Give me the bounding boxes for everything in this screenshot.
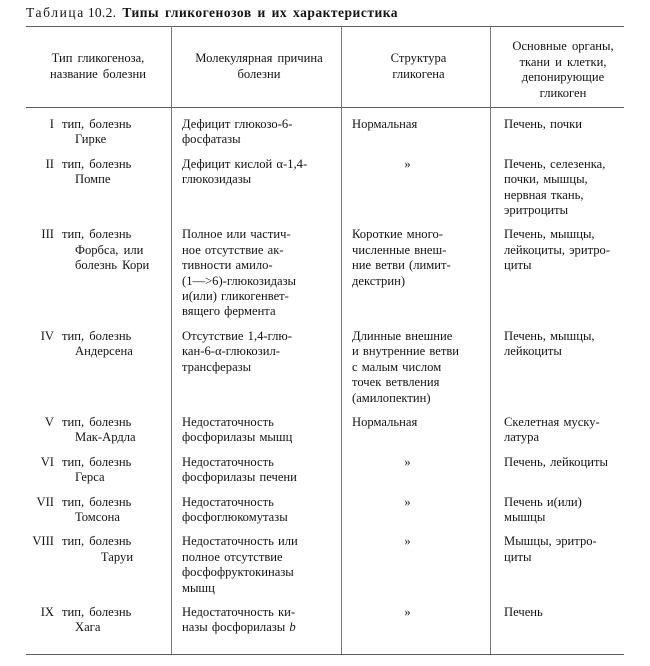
cell-type <box>26 108 172 148</box>
cell-molecular-cause <box>172 218 342 319</box>
roman-numeral: IV <box>40 328 54 343</box>
header-line: болезни <box>237 66 281 81</box>
structure-line: декстрин) <box>352 273 406 288</box>
cell-type <box>26 446 172 486</box>
disease-name <box>62 157 168 188</box>
header-line: гликогена <box>392 66 445 81</box>
caption-title: Типы гликогенозов и их характеристика <box>122 5 399 20</box>
header-cell-cause <box>172 26 342 107</box>
cell-glycogen-structure <box>342 406 491 446</box>
cell-molecular-cause <box>172 406 342 446</box>
disease-name-line: тип, болезнь <box>62 454 132 469</box>
disease-name <box>62 415 168 446</box>
cell-type <box>26 148 172 219</box>
disease-name-line: Таруи <box>100 549 134 564</box>
header-cell-structure <box>342 26 491 107</box>
cause-line: Недостаточность <box>182 494 274 509</box>
header-line: Основные органы, <box>512 39 614 53</box>
disease-name <box>62 117 168 148</box>
cell-molecular-cause <box>172 596 342 636</box>
disease-name <box>62 495 168 526</box>
header-cell-type <box>26 26 172 107</box>
cause-line: трансферазы <box>182 359 252 374</box>
structure-line: с малым числом <box>352 359 442 374</box>
cell-molecular-cause <box>172 148 342 219</box>
organs-line: эритроциты <box>504 203 569 218</box>
table-row <box>26 486 624 526</box>
organs-line: Печень, мышцы, <box>504 227 595 242</box>
roman-numeral: II <box>45 156 54 171</box>
organs-line: Печень, мышцы, <box>504 328 595 343</box>
ditto-mark: » <box>404 454 411 469</box>
cell-glycogen-structure <box>342 446 491 486</box>
cell-type <box>26 596 172 636</box>
cell-type <box>26 218 172 319</box>
header-row <box>26 26 624 107</box>
organs-line: Печень, лейкоциты <box>504 454 608 469</box>
table-row <box>26 320 624 406</box>
cell-organs <box>491 446 624 486</box>
table-bottom-rule <box>26 654 624 655</box>
organs-line: латура <box>504 430 540 445</box>
disease-name <box>62 534 168 565</box>
caption-number: 10.2. <box>87 5 117 20</box>
cause-italic-suffix: b <box>289 620 296 635</box>
disease-name-line: тип, болезнь <box>62 156 132 171</box>
cause-line: тивности амило- <box>182 258 273 273</box>
cause-line: кан-6-α-глюкозил- <box>182 344 280 359</box>
header-line: название болезни <box>50 66 146 81</box>
roman-numeral: VI <box>40 454 54 469</box>
cause-line: фосфатазы <box>182 132 241 147</box>
cell-type <box>26 525 172 596</box>
cause-line: ное отсутствие ак- <box>182 242 284 257</box>
disease-name-line: тип, болезнь <box>62 534 132 549</box>
header-line: Молекулярная причина <box>195 51 323 65</box>
roman-numeral: I <box>49 117 54 131</box>
cause-line: назы фосфорилазы b <box>182 620 296 635</box>
cause-line: Недостаточность <box>182 414 274 429</box>
cause-line: и(или) гликогенвет- <box>182 289 289 304</box>
disease-name <box>62 605 168 636</box>
cause-line: (1—>6)-глюкозидазы <box>182 273 297 288</box>
disease-name <box>62 227 168 273</box>
structure-line: ние ветви (лимит- <box>352 258 451 273</box>
structure-line: Длинные внешние <box>352 328 453 343</box>
header-line: депонирующие <box>521 70 605 85</box>
cell-glycogen-structure <box>342 525 491 596</box>
roman-numeral: III <box>41 227 54 242</box>
disease-name-line: тип, болезнь <box>62 604 132 619</box>
cell-molecular-cause <box>172 486 342 526</box>
table-row <box>26 406 624 446</box>
organs-line: лейкоциты, эритро- <box>504 242 611 257</box>
cell-type <box>26 486 172 526</box>
organs-line: Мышцы, эритро- <box>504 534 597 549</box>
cell-organs <box>491 486 624 526</box>
table-row <box>26 596 624 636</box>
organs-line: Скелетная муску- <box>504 414 600 429</box>
cause-line: Полное или частич- <box>182 227 291 242</box>
cell-glycogen-structure <box>342 596 491 636</box>
header-cell-organs <box>491 26 624 107</box>
roman-numeral: IX <box>40 604 54 619</box>
cell-organs <box>491 218 624 319</box>
cell-organs <box>491 406 624 446</box>
cause-line: Дефицит кислой α-1,4- <box>182 156 308 171</box>
cell-type <box>26 406 172 446</box>
cause-line: Дефицит глюкозо-6- <box>182 117 293 131</box>
organs-line: лейкоциты <box>504 344 562 359</box>
cause-line: полное отсутствие <box>182 549 283 564</box>
disease-name-line: Герса <box>75 470 105 485</box>
organs-line: циты <box>504 258 532 273</box>
structure-line: точек ветвления <box>352 375 440 390</box>
organs-line: Печень и(или) <box>504 494 582 509</box>
disease-name-line: Помпе <box>75 172 111 187</box>
table-row <box>26 525 624 596</box>
disease-name-line: Томсона <box>75 509 120 524</box>
disease-name-line: тип, болезнь <box>62 117 132 131</box>
organs-line: Печень, селезенка, <box>504 156 606 171</box>
cell-glycogen-structure <box>342 148 491 219</box>
ditto-mark: » <box>404 494 411 509</box>
organs-line: циты <box>504 549 532 564</box>
table-row <box>26 148 624 219</box>
disease-name-line: Андерсена <box>75 344 133 359</box>
ditto-mark: » <box>404 156 411 171</box>
disease-name-line: тип, болезнь <box>62 328 132 343</box>
cause-line: фосфорилазы мышц <box>182 430 293 445</box>
cause-line: Недостаточность <box>182 454 274 469</box>
disease-name-line: Мак-Ардла <box>75 430 136 445</box>
structure-line: Короткие много- <box>352 227 443 242</box>
table-row <box>26 108 624 148</box>
organs-line: Печень, почки <box>504 117 582 131</box>
cell-organs <box>491 525 624 596</box>
disease-name <box>62 329 168 360</box>
table-header <box>26 26 624 107</box>
disease-name-line: Гирке <box>75 132 107 147</box>
ditto-mark: » <box>404 604 411 619</box>
cause-line: Недостаточность или <box>182 534 298 549</box>
table-row <box>26 218 624 319</box>
cell-molecular-cause <box>172 320 342 406</box>
cell-molecular-cause <box>172 525 342 596</box>
caption-label: Таблица <box>26 5 85 20</box>
organs-line: почки, мышцы, <box>504 172 588 187</box>
organs-line: мышцы <box>504 509 546 524</box>
cell-glycogen-structure <box>342 108 491 148</box>
cell-organs <box>491 320 624 406</box>
cause-line: фосфорилазы печени <box>182 470 297 485</box>
header-line: Тип гликогеноза, <box>51 51 145 65</box>
disease-name-line: тип, болезнь <box>62 227 132 242</box>
cause-line: фосфоглюкомутазы <box>182 509 288 524</box>
table-row <box>26 446 624 486</box>
cell-organs <box>491 108 624 148</box>
ditto-mark: » <box>404 534 411 549</box>
cause-line: вящего фермента <box>182 304 276 319</box>
cell-molecular-cause <box>172 108 342 148</box>
roman-numeral: VII <box>36 494 54 509</box>
cell-organs <box>491 596 624 636</box>
structure-line: численные внеш- <box>352 242 447 257</box>
cause-line: Отсутствие 1,4-глю- <box>182 328 292 343</box>
cell-glycogen-structure <box>342 218 491 319</box>
structure-line: и внутренние ветви <box>352 344 460 359</box>
disease-name <box>62 455 168 486</box>
structure-line: Нормальная <box>352 117 418 131</box>
disease-name-line: Форбса, или <box>75 242 144 257</box>
disease-name-line: тип, болезнь <box>62 414 132 429</box>
organs-line: Печень <box>504 604 543 619</box>
disease-name-line: Хага <box>75 620 101 635</box>
cell-molecular-cause <box>172 446 342 486</box>
header-line: Структура <box>390 51 447 65</box>
cell-glycogen-structure <box>342 320 491 406</box>
organs-line: нервная ткань, <box>504 187 584 202</box>
structure-line: Нормальная <box>352 414 418 429</box>
table-caption <box>26 4 398 21</box>
cause-line: фосфофруктокиназы <box>182 565 294 580</box>
roman-numeral: VIII <box>32 534 54 549</box>
cause-line: глюкозидазы <box>182 172 252 187</box>
disease-name-line: болезнь Кори <box>75 258 150 273</box>
cause-line: Недостаточность ки- <box>182 604 296 619</box>
roman-numeral: V <box>44 414 54 429</box>
glycogenoses-table <box>26 26 624 654</box>
cell-organs <box>491 148 624 219</box>
cause-line: мышц <box>182 580 215 595</box>
table-body <box>26 108 624 636</box>
cell-glycogen-structure <box>342 486 491 526</box>
header-line: гликоген <box>539 85 587 100</box>
structure-line: (амилопектин) <box>352 390 431 405</box>
disease-name-line: тип, болезнь <box>62 494 132 509</box>
cell-type <box>26 320 172 406</box>
header-line: ткани и клетки, <box>519 54 607 69</box>
